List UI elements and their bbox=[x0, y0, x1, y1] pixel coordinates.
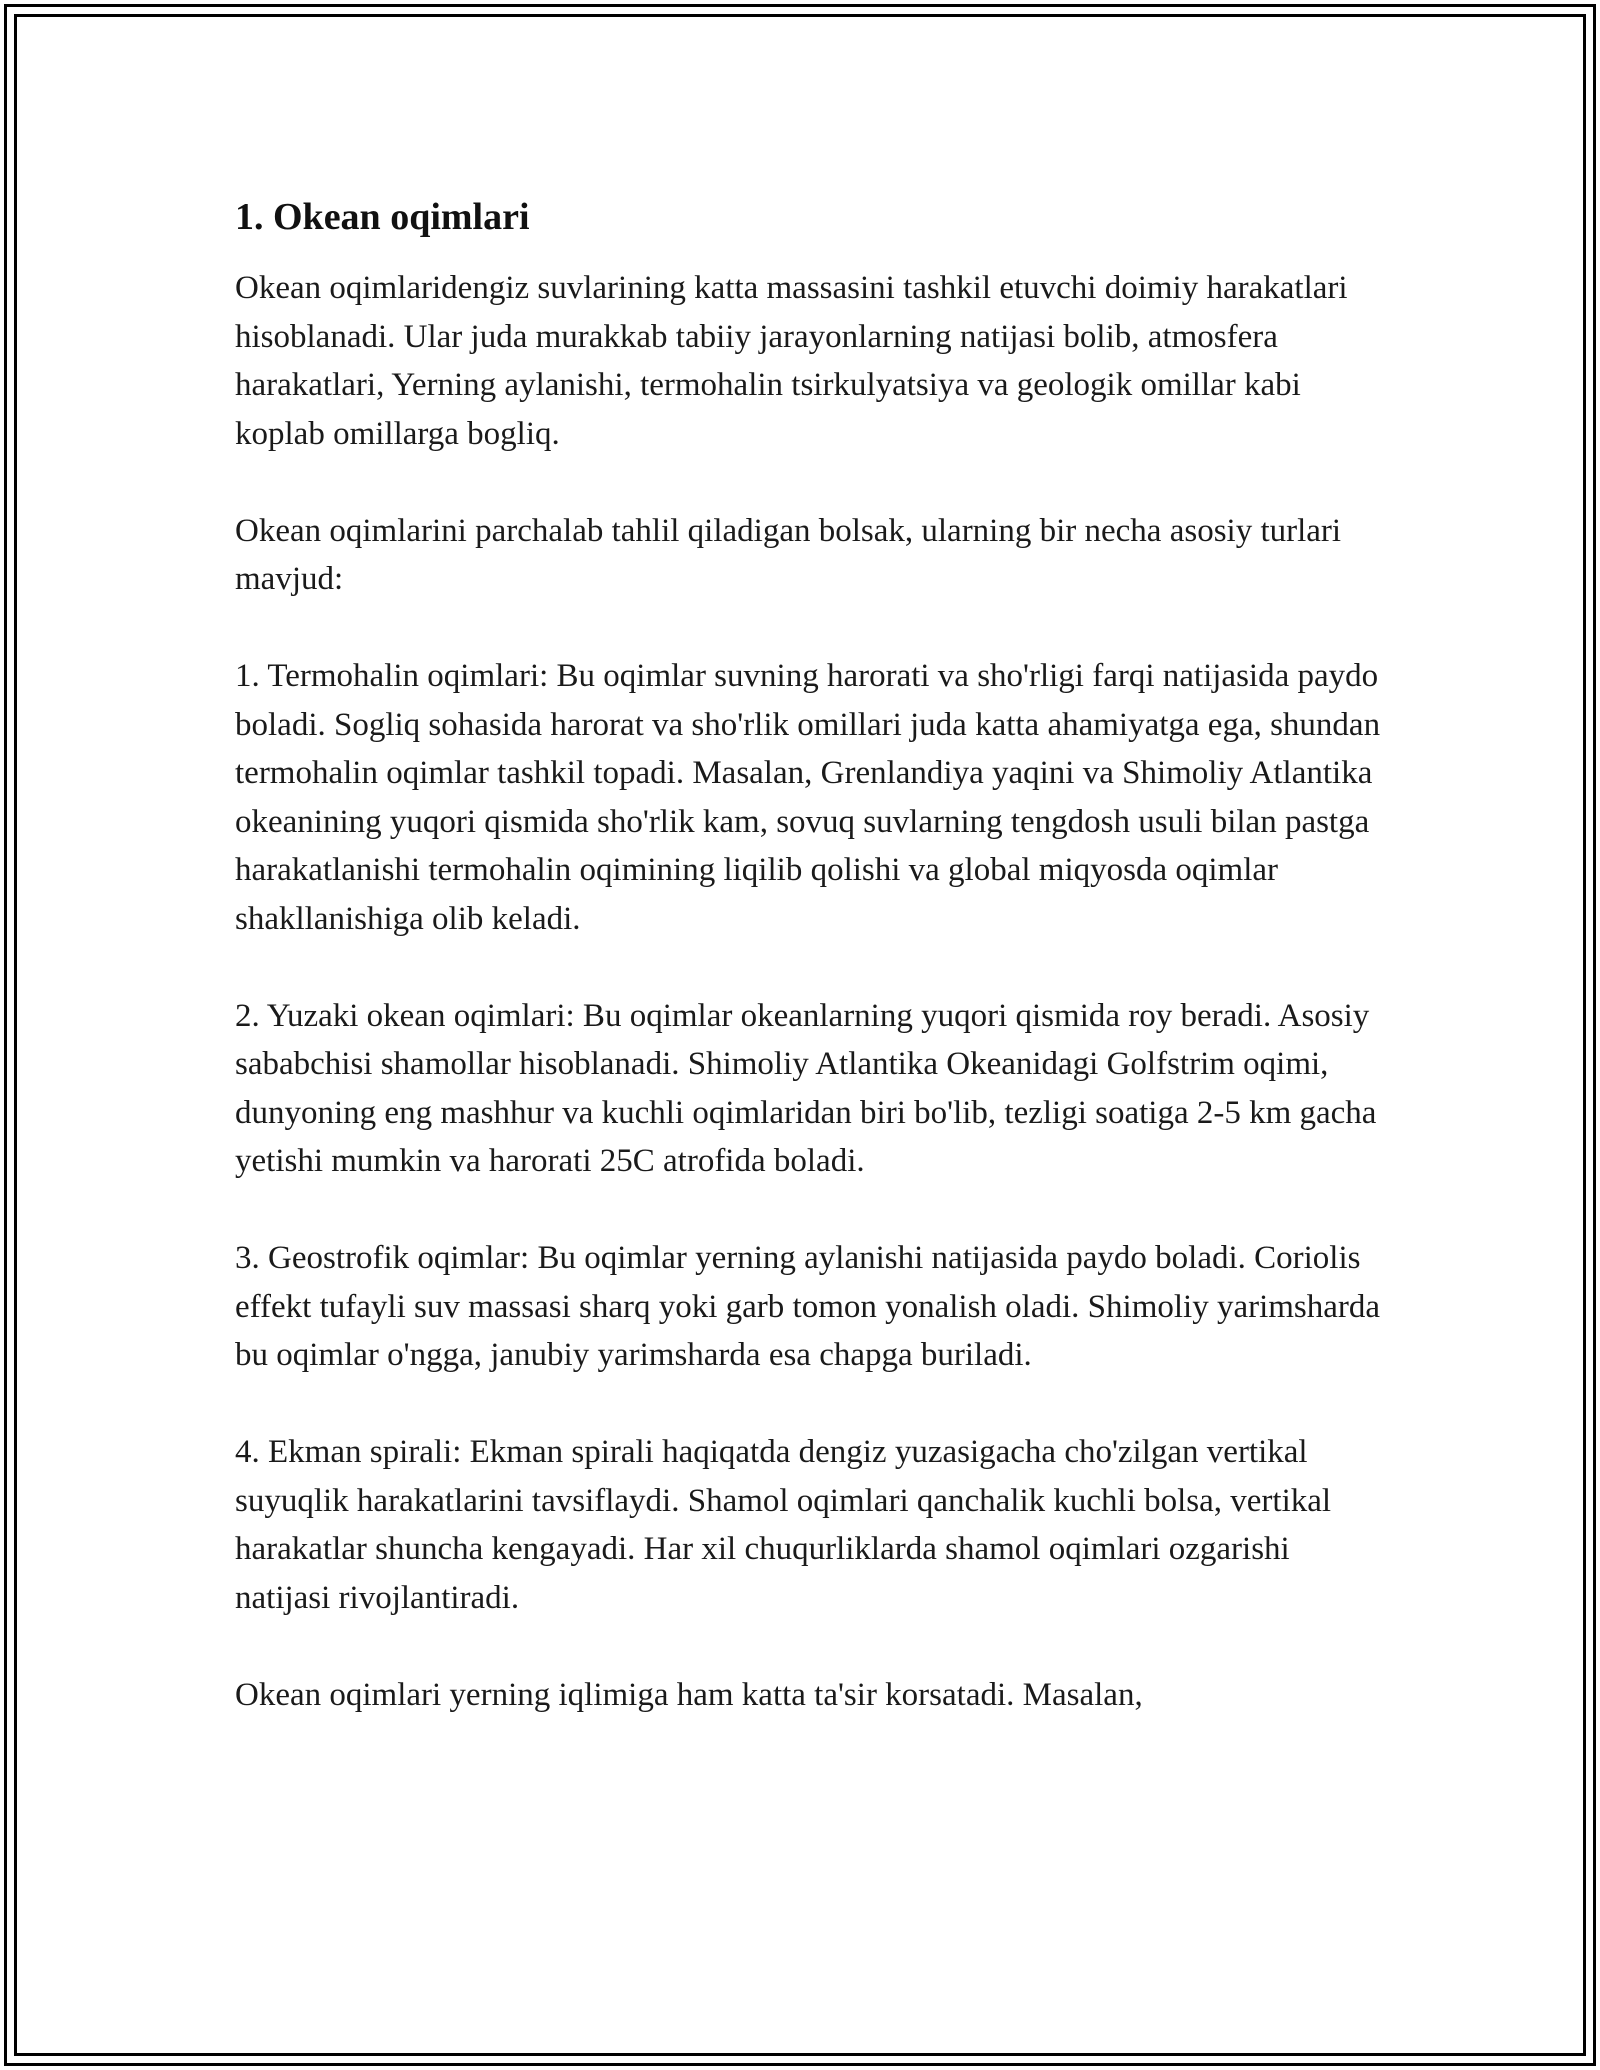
paragraph-ekman-spiral: 4. Ekman spirali: Ekman spirali haqiqatda dengiz yuzasigacha cho'zilgan vertikal suyuqlik harakatlarini tavsiflaydi. Shamol oqimlari qanchalik kuchli bolsa, vertikal harakatlar shuncha kengayadi. Har xil chuqurliklarda shamol oqimlari ozgarishi natijasi rivojlantiradi. bbox=[235, 1434, 1332, 1616]
paragraph-thermohaline: 1. Termohalin oqimlari: Bu oqimlar suvning harorati va sho'rligi farqi natijasida paydo boladi. Sogliq sohasida harorat va sho'rlik omillari juda katta ahamiyatga ega, shundan termohalin oqimlar tashkil topadi. Masalan, Grenlandiya yaqini va Shimoliy Atlantika okeanining yuqori qismida sho'rlik kam, sovuq suvlarning tengdosh usuli bilan pastga harakatlanishi termohalin oqimining liqilib qolishi va global miqyosda oqimlar shakllanishiga olib keladi. bbox=[235, 658, 1381, 937]
paragraph-intro: Okean oqimlaridengiz suvlarining katta massasini tashkil etuvchi doimiy harakatlari hisoblanadi. Ular juda murakkab tabiiy jarayonlarning natijasi bolib, atmosfera harakatlari, Yerning aylanishi, termohalin tsirkulyatsiya va geologik omillar kabi koplab omillarga bogliq. bbox=[235, 270, 1348, 452]
paragraph-climate-impact: Okean oqimlari yerning iqlimiga ham katta ta'sir korsatadi. Masalan, bbox=[235, 1676, 1143, 1713]
paragraph-types-intro: Okean oqimlarini parchalab tahlil qiladigan bolsak, ularning bir necha asosiy turlari mavjud: bbox=[235, 512, 1342, 597]
paragraph-geostrophic: 3. Geostrofik oqimlar: Bu oqimlar yerning aylanishi natijasida paydo boladi. Coriolis effekt tufayli suv massasi sharq yoki garb tomon yonalish oladi. Shimoliy yarimsharda bu oqimlar o'ngga, janubiy yarimsharda esa chapga buriladi. bbox=[235, 1240, 1381, 1373]
document-body bbox=[235, 180, 1385, 1719]
section-heading: 1. Okean oqimlari bbox=[235, 196, 530, 238]
paragraph-surface-currents: 2. Yuzaki okean oqimlari: Bu oqimlar okeanlarning yuqori qismida roy beradi. Asosiy sababchisi shamollar hisoblanadi. Shimoliy Atlantika Okeanidagi Golfstrim oqimi, dunyoning eng mashhur va kuchli oqimlaridan biri bo'lib, tezligi soatiga 2-5 km gacha yetishi mumkin va harorati 25C atrofida boladi. bbox=[235, 997, 1377, 1179]
